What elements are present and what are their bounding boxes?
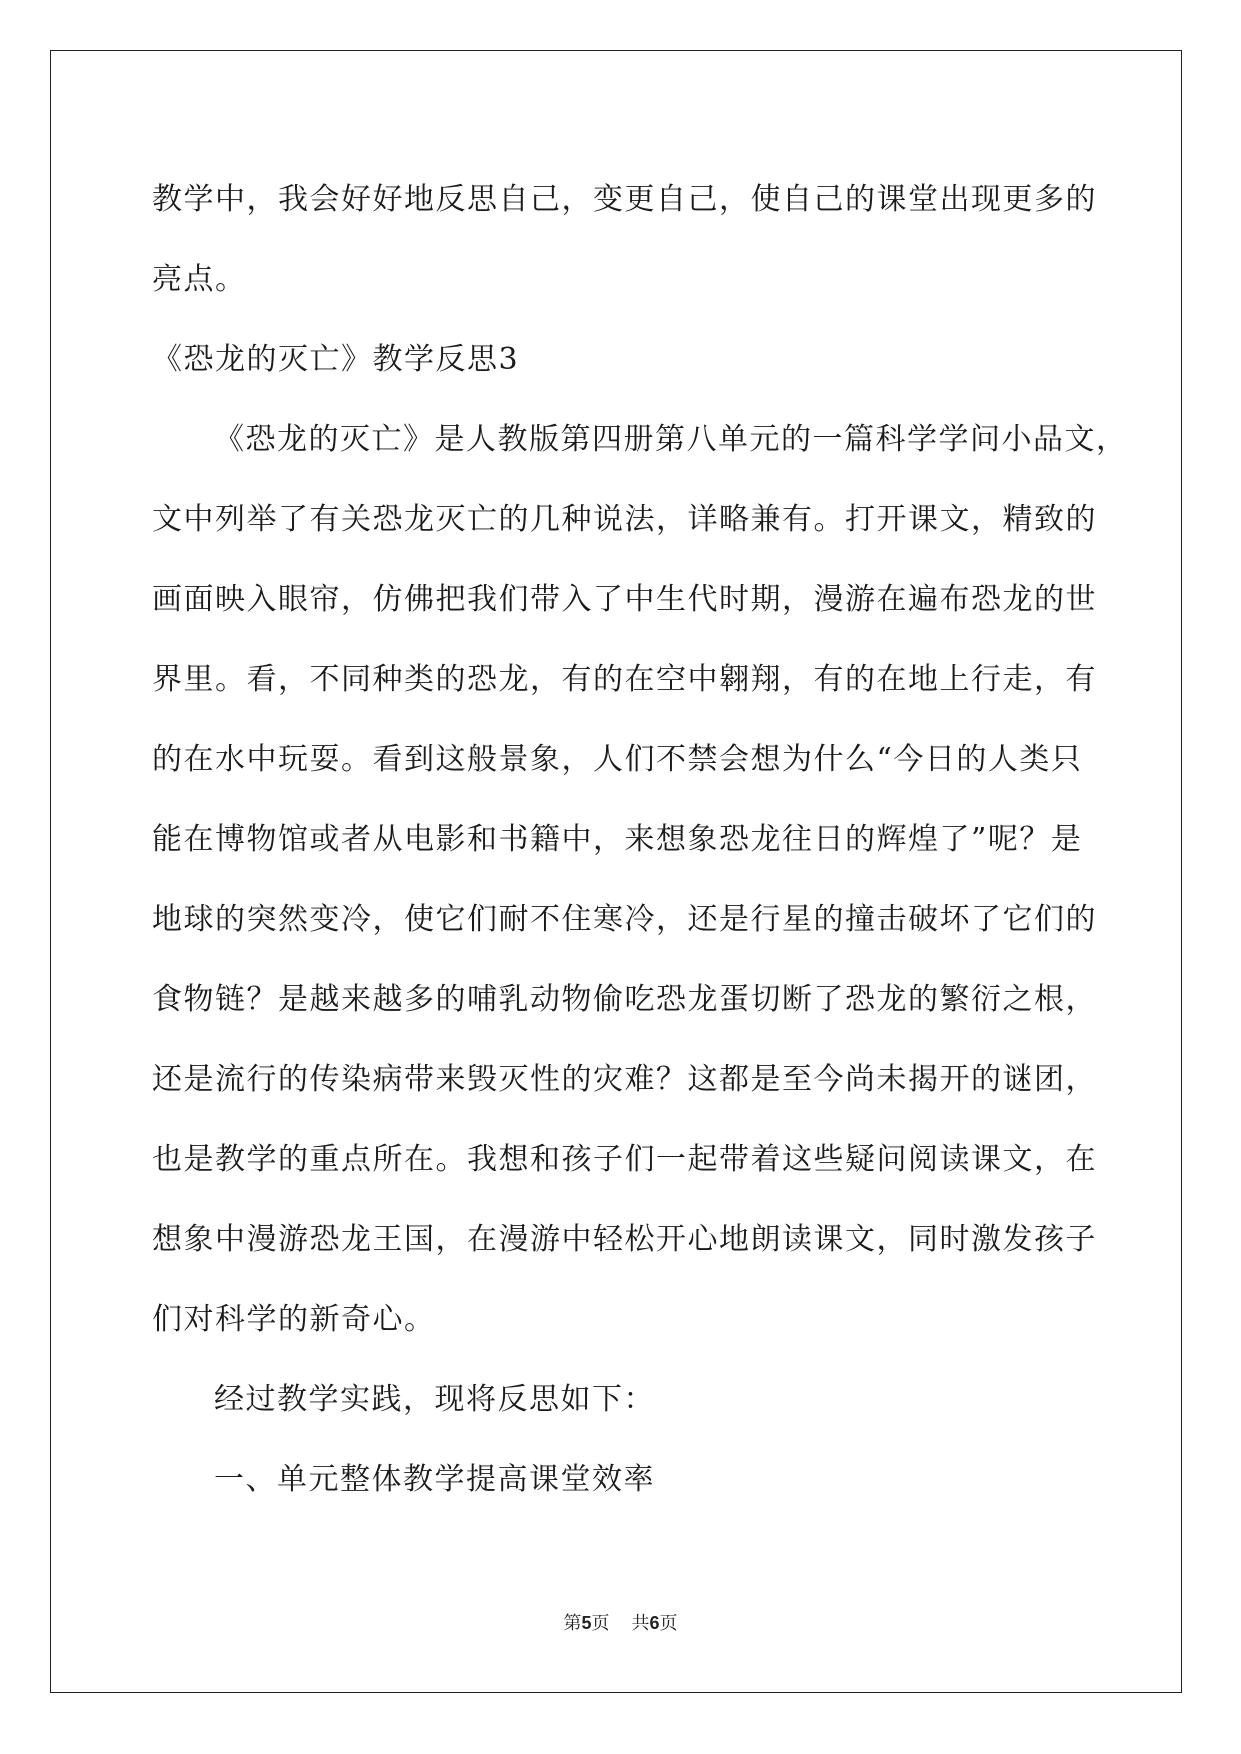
text-line: 想象中漫游恐龙王国，在漫游中轻松开心地朗读课文，同时激发孩子 <box>152 1222 1097 1257</box>
total-suffix: 页 <box>659 1613 678 1634</box>
document-body <box>152 160 1128 1520</box>
text-line: 地球的突然变冷，使它们耐不住寒冷，还是行星的撞击破坏了它们的 <box>152 902 1097 937</box>
text-line: 画面映入眼帘，仿佛把我们带入了中生代时期，漫游在遍布恐龙的世 <box>152 582 1097 617</box>
subsection-heading: 一、单元整体教学提高课堂效率 <box>214 1462 655 1497</box>
text-line: 文中列举了有关恐龙灭亡的几种说法，详略兼有。打开课文，精致的 <box>152 502 1097 537</box>
text-line: 的在水中玩耍。看到这般景象，人们不禁会想为什么“今日的人类只 <box>152 742 1083 777</box>
page-prefix: 第 <box>563 1613 582 1634</box>
text-line: 食物链？是越来越多的哺乳动物偷吃恐龙蛋切断了恐龙的繁衍之根， <box>152 982 1097 1017</box>
total-prefix: 共 <box>631 1613 650 1634</box>
paragraph-first-line: 经过教学实践，现将反思如下： <box>214 1382 655 1417</box>
text-line: 能在博物馆或者从电影和书籍中，来想象恐龙往日的辉煌了”呢？是 <box>152 822 1083 857</box>
section-heading: 《恐龙的灭亡》教学反思3 <box>152 342 520 377</box>
total-pages: 6 <box>649 1613 660 1633</box>
text-line: 教学中，我会好好地反思自己，变更自己，使自己的课堂出现更多的 <box>152 182 1097 217</box>
text-line: 亮点。 <box>152 262 247 297</box>
page-footer <box>0 1611 1241 1636</box>
text-line: 界里。看，不同种类的恐龙，有的在空中翱翔，有的在地上行走，有 <box>152 662 1097 697</box>
text-line: 还是流行的传染病带来毁灭性的灾难？这都是至今尚未揭开的谜团， <box>152 1062 1097 1097</box>
page-number: 5 <box>581 1613 592 1633</box>
paragraph-first-line: 《恐龙的灭亡》是人教版第四册第八单元的一篇科学学问小品文， <box>214 422 1128 457</box>
text-line: 也是教学的重点所在。我想和孩子们一起带着这些疑问阅读课文，在 <box>152 1142 1097 1177</box>
page-suffix: 页 <box>591 1613 610 1634</box>
text-line: 们对科学的新奇心。 <box>152 1302 436 1337</box>
